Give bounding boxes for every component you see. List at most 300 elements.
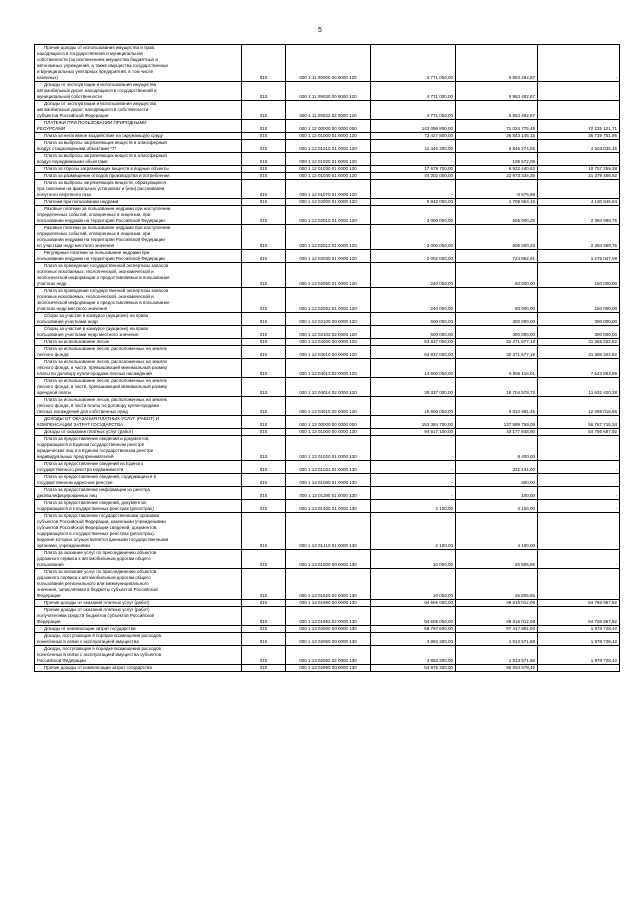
row-executed-amount: 300 000,00 <box>456 326 538 339</box>
row-name-line: ПЛАТЕЖИ ПРИ ПОЛЬЗОВАНИИ ПРИРОДНЫМИ <box>44 120 147 125</box>
table-row <box>35 313 620 326</box>
row-unexecuted-amount: 7 643 883,99 <box>538 359 620 378</box>
row-name-line: пользования участками недр <box>37 319 98 324</box>
row-name-line: Российской Федерации <box>37 658 86 663</box>
row-approved-amount: 94 617 100,00 <box>371 429 456 436</box>
row-name <box>35 199 242 206</box>
row-name-line: Федерации <box>37 593 61 598</box>
page-number: 5 <box>318 27 322 34</box>
row-unexecuted-amount: 21 379 456,92 <box>538 173 620 180</box>
row-approved-amount: 2 100,00 <box>371 513 456 550</box>
row-name-line: получателями средств бюджетов субъектов Российской <box>37 613 155 618</box>
row-name-line: содержащихся в государственных реестрах (регистрах) <box>37 506 154 511</box>
row-approved-amount: 18 900 000,00 <box>371 397 456 416</box>
table-row <box>35 199 620 206</box>
row-approved-amount: 4 771 000,00 <box>371 101 456 120</box>
table-row <box>35 600 620 607</box>
row-approved-amount: 240 000,00 <box>371 263 456 288</box>
row-name-line: Плата за сбросы загрязняющих веществ в водные объекты <box>44 166 169 171</box>
row-budget-code: 000 1 13 01410 01 0000 130 <box>286 513 371 550</box>
row-unexecuted-amount: - <box>538 569 620 600</box>
row-name-line: Плата за предоставление сведений и документов, <box>44 436 150 441</box>
row-approved-amount: 94 605 000,00 <box>371 607 456 626</box>
row-approved-amount: 600 000,00 <box>371 313 456 326</box>
row-approved-amount: 3 000 000,00 <box>371 206 456 225</box>
row-executed-amount: 32 471 677,18 <box>456 346 538 359</box>
row-name-line: участках недр <box>37 281 67 286</box>
row-name-line: попутного нефтяного газа <box>37 192 91 197</box>
row-name <box>35 397 242 416</box>
row-name-line: находящихся в государственной и муниципальной <box>37 51 143 56</box>
row-line-code: 010 <box>242 665 286 672</box>
row-name-line: лесного фонда, в части, превышающей минимальный размер <box>37 365 168 370</box>
row-budget-code: 000 1 13 01990 00 0000 130 <box>286 600 371 607</box>
row-executed-amount: 300 000,00 <box>456 313 538 326</box>
row-executed-amount: 137 599 759,09 <box>456 416 538 429</box>
row-name-line: по участкам недр местного значения <box>37 243 115 248</box>
row-line-code: 010 <box>242 461 286 474</box>
row-name <box>35 513 242 550</box>
row-line-code: 010 <box>242 436 286 461</box>
row-name-line: Прочие доходы от оказания платных услуг (работ) <box>44 600 150 605</box>
row-name-line: Доходы от оказания платных услуг (работ) <box>44 429 134 434</box>
row-approved-amount: 2 100,00 <box>371 500 456 513</box>
row-unexecuted-amount: 4 603 035,45 <box>538 140 620 153</box>
row-name <box>35 173 242 180</box>
row-name-line: Плата за использование лесов, расположенных на землях <box>44 378 167 383</box>
row-name-line: пользовании недрами на территории Российской Федерации <box>37 256 165 261</box>
row-unexecuted-amount: 56 767 715,34 <box>538 416 620 429</box>
row-unexecuted-amount: 54 788 987,92 <box>538 607 620 626</box>
row-line-code: 010 <box>242 626 286 633</box>
row-executed-amount: 39 816 012,08 <box>456 600 538 607</box>
row-name-line: Плата за проведение государственной экспертизы запасов <box>44 263 169 268</box>
row-executed-amount: 1 913 571,58 <box>456 633 538 646</box>
row-approved-amount: 73 427 800,00 <box>371 133 456 140</box>
row-budget-code: 000 1 12 01040 01 0000 120 <box>286 173 371 180</box>
row-name <box>35 101 242 120</box>
row-name-line: пользования <box>37 562 64 567</box>
table-row <box>35 225 620 250</box>
row-line-code: 010 <box>242 500 286 513</box>
row-approved-amount: - <box>371 461 456 474</box>
table-row <box>35 359 620 378</box>
row-name <box>35 626 242 633</box>
table-row <box>35 120 620 133</box>
row-name <box>35 153 242 166</box>
row-approved-amount: 94 605 000,00 <box>371 600 456 607</box>
row-unexecuted-amount: 11 632 420,28 <box>538 378 620 397</box>
row-unexecuted-amount: - <box>538 101 620 120</box>
row-name <box>35 133 242 140</box>
row-unexecuted-amount: - <box>538 513 620 550</box>
row-approved-amount: - <box>371 436 456 461</box>
row-name <box>35 550 242 569</box>
table-row <box>35 206 620 225</box>
row-name-line: значения, зачисляемая в бюджеты субъектов Российской <box>37 587 158 592</box>
row-unexecuted-amount: - <box>538 461 620 474</box>
row-unexecuted-amount: 54 788 987,92 <box>538 600 620 607</box>
row-name-line: ДОХОДЫ ОТ ОКАЗАНИЯ ПЛАТНЫХ УСЛУГ (РАБОТ) И <box>44 416 160 421</box>
table-row <box>35 646 620 665</box>
row-approved-amount: 11 446 300,00 <box>371 140 456 153</box>
row-name <box>35 500 242 513</box>
row-budget-code: 000 1 12 04013 02 0000 120 <box>286 359 371 378</box>
row-name <box>35 474 242 487</box>
row-name-line: субъектов Российской Федерации <box>37 113 109 118</box>
row-name-line: автомобильных дорог, находящихся в собственности <box>37 107 149 112</box>
row-name-line: Плата за предоставление сведений, документов, <box>44 500 147 505</box>
row-budget-code: 000 1 12 00000 00 0000 000 <box>286 120 371 133</box>
row-executed-amount: 6 956 116,01 <box>456 359 538 378</box>
row-name-line: дорожного сервиса к автомобильным дорогам общего <box>37 575 151 580</box>
row-budget-code: 000 1 12 02010 01 0000 120 <box>286 206 371 225</box>
row-unexecuted-amount: - <box>538 153 620 166</box>
table-row <box>35 173 620 180</box>
row-executed-amount: 6 810 981,45 <box>456 397 538 416</box>
row-line-code: 010 <box>242 416 286 429</box>
row-budget-code: 000 1 12 01020 01 0000 120 <box>286 153 371 166</box>
row-line-code: 010 <box>242 569 286 600</box>
row-name-line: автономных учреждений, а также имущества государственных <box>37 63 169 68</box>
row-name <box>35 646 242 665</box>
table-row <box>35 436 620 461</box>
row-name-line: платы по договору купли-продажи лесных насаждений <box>37 371 152 376</box>
row-name <box>35 359 242 378</box>
row-unexecuted-amount: - <box>538 665 620 672</box>
row-name-line: экологической информации о предоставляемых в пользование <box>37 300 170 305</box>
row-budget-code: 000 1 13 01000 00 0000 130 <box>286 429 371 436</box>
row-name-line: Плата за использование лесов, расположенных на землях <box>44 359 167 364</box>
row-approved-amount: 30 337 000,00 <box>371 378 456 397</box>
row-name-line: Плата за негативное воздействие на окружающую среду <box>44 133 163 138</box>
row-unexecuted-amount: 160 000,00 <box>538 263 620 288</box>
row-budget-code: 000 1 13 01520 02 0000 130 <box>286 569 371 600</box>
table-row <box>35 339 620 346</box>
revenue-table <box>34 44 620 672</box>
row-name-line: Плата за предоставление сведений из Единого <box>44 461 144 466</box>
table-row <box>35 166 620 173</box>
row-name <box>35 288 242 313</box>
table-row <box>35 550 620 569</box>
row-budget-code: 000 1 13 01031 01 0000 130 <box>286 461 371 474</box>
row-budget-code: 000 1 12 01000 01 0000 120 <box>286 133 371 140</box>
row-name <box>35 487 242 500</box>
row-name-line: воздух стационарными объектами *7* <box>37 146 117 151</box>
row-unexecuted-amount: - <box>538 487 620 500</box>
row-name-line: Плата за выбросы загрязняющих веществ в атмосферный <box>44 153 167 158</box>
row-name-line: дорожного сервиса к автомобильным дорогам общего <box>37 556 151 561</box>
row-name-line: при сжигании на факельных установках и (или) рассеивании <box>37 186 165 191</box>
row-unexecuted-amount: 1 978 728,42 <box>538 626 620 633</box>
row-budget-code: 000 1 13 02062 02 0000 130 <box>286 646 371 665</box>
row-budget-code: 000 1 13 02990 00 0000 130 <box>286 665 371 672</box>
row-name-line: Прочие доходы от оказания платных услуг (работ) <box>44 607 150 612</box>
row-unexecuted-amount: 4 130 046,84 <box>538 199 620 206</box>
row-name <box>35 313 242 326</box>
row-name-line: Разовые платежи за пользование недрами при наступлении <box>44 225 171 230</box>
row-line-code: 010 <box>242 474 286 487</box>
row-name-line: органами, учреждениями <box>37 543 90 548</box>
row-approved-amount: 3 892 300,00 <box>371 633 456 646</box>
row-name <box>35 225 242 250</box>
row-name-line: Плата за использование лесов <box>44 339 109 344</box>
row-name <box>35 120 242 133</box>
row-name-line: воздух передвижными объектами <box>37 159 108 164</box>
row-executed-amount: 26 805,86 <box>456 550 538 569</box>
row-name-line: Плата за оказание услуг по присоединению объектов <box>44 569 157 574</box>
row-name-line: КОМПЕНСАЦИИ ЗАТРАТ ГОСУДАРСТВА <box>37 422 124 427</box>
row-line-code: 010 <box>242 288 286 313</box>
row-name-line: определенных событий, оговоренных в лицензии, при <box>37 212 151 217</box>
row-unexecuted-amount: 2 394 999,75 <box>538 206 620 225</box>
row-executed-amount: 40 177 848,90 <box>456 429 538 436</box>
row-budget-code: 000 1 12 04015 02 0000 120 <box>286 397 371 416</box>
row-budget-code: 000 1 13 02060 00 0000 130 <box>286 633 371 646</box>
row-budget-code: 000 1 13 01190 01 0000 130 <box>286 487 371 500</box>
table-row <box>35 133 620 140</box>
row-name-line: казенных) <box>37 75 58 80</box>
row-name-line: Сборы за участие в конкурсе (аукционе) на право <box>44 326 149 331</box>
row-name-line: Доходы от эксплуатации и использования имущества <box>44 82 157 87</box>
row-name-line: Плата за размещение отходов производства и потребления <box>44 173 170 178</box>
row-approved-amount: 600 000,00 <box>371 326 456 339</box>
table-row <box>35 607 620 626</box>
row-line-code: 010 <box>242 487 286 500</box>
row-executed-amount: 605 000,25 <box>456 225 538 250</box>
row-name <box>35 633 242 646</box>
row-name-line: содержащихся в государственных реестрах (регистрах), <box>37 531 156 536</box>
row-unexecuted-amount: 35 739 751,95 <box>538 133 620 140</box>
table-row <box>35 153 620 166</box>
table-row <box>35 513 620 550</box>
row-budget-code: 000 1 13 01020 01 0000 130 <box>286 436 371 461</box>
row-executed-amount: 71 024 775,49 <box>456 120 538 133</box>
table-row <box>35 461 620 474</box>
row-name-line: Федерации <box>37 619 61 624</box>
row-line-code: 010 <box>242 101 286 120</box>
row-name-line: Доходы от компенсации затрат государства <box>44 626 136 631</box>
row-line-code: 010 <box>242 173 286 180</box>
row-budget-code: 000 1 12 04000 00 0000 120 <box>286 339 371 346</box>
table-row <box>35 397 620 416</box>
row-approved-amount: - <box>371 474 456 487</box>
row-name-line: государственного реестра недвижимости <box>37 467 124 472</box>
row-name-line: Плата за предоставление информации из реестра <box>44 487 151 492</box>
row-executed-amount: 97 417 951,03 <box>456 626 538 633</box>
table-row <box>35 326 620 339</box>
row-name-line: понесенных в связи с эксплуатацией имущества <box>37 639 139 644</box>
row-name <box>35 263 242 288</box>
row-name-line: лесного фонда <box>37 352 69 357</box>
row-line-code: 010 <box>242 199 286 206</box>
row-budget-code: 000 1 11 09032 02 0000 120 <box>286 101 371 120</box>
row-name-line: Плата за выбросы загрязняющих веществ, образующихся <box>44 180 166 185</box>
row-line-code: 010 <box>242 378 286 397</box>
row-line-code: 010 <box>242 166 286 173</box>
row-name-line: дисквалифицированных лиц <box>37 493 97 498</box>
row-unexecuted-amount: 72 235 121,71 <box>538 120 620 133</box>
row-name-line: определенных событий, оговоренных в лицензии, при <box>37 231 151 236</box>
row-line-code: 010 <box>242 633 286 646</box>
row-executed-amount: 100,00 <box>456 487 538 500</box>
row-line-code: 010 <box>242 326 286 339</box>
row-budget-code: 000 1 12 01070 01 0000 120 <box>286 180 371 199</box>
row-executed-amount: 5 953 492,87 <box>456 45 538 82</box>
row-budget-code: 000 1 13 00000 00 0000 000 <box>286 416 371 429</box>
row-name <box>35 569 242 600</box>
table-row <box>35 288 620 313</box>
row-budget-code: 000 1 12 01030 01 0000 120 <box>286 166 371 173</box>
row-line-code: 010 <box>242 339 286 346</box>
row-name-line: и муниципальных унитарных предприятий, в том числе <box>37 69 154 74</box>
row-name-line: Доходы от эксплуатации и использования имущества <box>44 101 157 106</box>
row-name-line: Доходы, поступающие в порядке возмещения расходов, <box>44 646 163 651</box>
revenue-table-body <box>35 45 620 672</box>
row-approved-amount: 63 837 000,00 <box>371 339 456 346</box>
row-budget-code: 000 1 13 01080 01 0000 130 <box>286 474 371 487</box>
table-row <box>35 429 620 436</box>
row-budget-code: 000 1 13 01992 02 0000 130 <box>286 607 371 626</box>
row-executed-amount: 109 572,08 <box>456 153 538 166</box>
row-name-line: полезных ископаемых, геологической, экономической и <box>37 269 154 274</box>
row-name-line: экологической информации о предоставляемых в пользование <box>37 275 170 280</box>
row-name-line: Плата за предоставление государственными органами <box>44 513 160 518</box>
row-unexecuted-amount: 1 978 728,42 <box>538 646 620 665</box>
row-approved-amount: 44 302 000,00 <box>371 173 456 180</box>
row-line-code: 010 <box>242 359 286 378</box>
row-name <box>35 206 242 225</box>
row-approved-amount: 17 679 700,00 <box>371 166 456 173</box>
row-name <box>35 346 242 359</box>
row-approved-amount: 10 000,00 <box>371 550 456 569</box>
table-row <box>35 665 620 672</box>
row-name-line: индивидуальных предпринимателей <box>37 454 114 459</box>
row-approved-amount: 4 771 000,00 <box>371 82 456 101</box>
row-line-code: 010 <box>242 45 286 82</box>
row-approved-amount: 240 000,00 <box>371 288 456 313</box>
row-executed-amount: 8 400,00 <box>456 436 538 461</box>
row-executed-amount: 26 805,86 <box>456 569 538 600</box>
row-budget-code: 000 1 13 02000 00 0000 130 <box>286 626 371 633</box>
row-approved-amount: 5 842 000,00 <box>371 199 456 206</box>
table-row <box>35 140 620 153</box>
row-line-code: 010 <box>242 646 286 665</box>
row-unexecuted-amount: - <box>538 45 620 82</box>
row-approved-amount: 10 000,00 <box>371 569 456 600</box>
row-line-code: 010 <box>242 263 286 288</box>
row-line-code: 010 <box>242 429 286 436</box>
row-name-line: Плата за оказание услуг по присоединению объектов <box>44 550 157 555</box>
row-approved-amount: 153 384 700,00 <box>371 416 456 429</box>
row-unexecuted-amount: 1 275 047,09 <box>538 250 620 263</box>
row-executed-amount: -8 575,88 <box>456 180 538 199</box>
row-budget-code: 000 1 11 09000 00 0000 120 <box>286 45 371 82</box>
row-executed-amount: 36 843 145,15 <box>456 133 538 140</box>
row-line-code: 010 <box>242 140 286 153</box>
table-row <box>35 263 620 288</box>
row-budget-code: 000 1 11 09030 00 0000 120 <box>286 82 371 101</box>
row-name <box>35 326 242 339</box>
row-name <box>35 339 242 346</box>
row-name-line: полезных ископаемых, геологической, экономической и <box>37 294 154 299</box>
row-line-code: 010 <box>242 346 286 359</box>
row-name-line: пользовании недрами на территории Российской Федерации <box>37 237 165 242</box>
row-approved-amount: 3 892 300,00 <box>371 646 456 665</box>
row-name <box>35 665 242 672</box>
row-name-line: Прочие доходы от использования имущества и прав, <box>44 45 156 50</box>
row-approved-amount: 54 875 300,00 <box>371 665 456 672</box>
row-budget-code: 000 1 12 02012 01 0000 120 <box>286 225 371 250</box>
row-name-line: пользования участками недр местного значения <box>37 332 139 337</box>
table-row <box>35 378 620 397</box>
row-unexecuted-amount: - <box>538 474 620 487</box>
row-executed-amount: 322 131,00 <box>456 461 538 474</box>
row-line-code: 010 <box>242 153 286 166</box>
row-budget-code: 000 1 12 02030 01 0000 120 <box>286 250 371 263</box>
row-executed-amount: 5 953 492,87 <box>456 82 538 101</box>
row-executed-amount: 95 504 379,45 <box>456 665 538 672</box>
row-executed-amount: 605 000,25 <box>456 206 538 225</box>
row-name <box>35 45 242 82</box>
table-row <box>35 101 620 120</box>
row-name-line: лесного фонда, в части платы по договору купли-продажи <box>37 403 160 408</box>
row-line-code: 010 <box>242 397 286 416</box>
row-name-line: Плата за выбросы загрязняющих веществ в атмосферный <box>44 140 167 145</box>
table-row <box>35 416 620 429</box>
row-name <box>35 180 242 199</box>
row-name-line: Разовые платежи за пользование недрами при наступлении <box>44 206 171 211</box>
row-name-line: государственном адресном реестре <box>37 480 113 485</box>
row-name <box>35 378 242 397</box>
row-budget-code: 000 1 13 01400 01 0000 130 <box>286 500 371 513</box>
row-unexecuted-amount: - <box>538 550 620 569</box>
row-line-code: 010 <box>242 82 286 101</box>
table-row <box>35 569 620 600</box>
row-name <box>35 166 242 173</box>
row-name-line: Сборы за участие в конкурсе (аукционе) на право <box>44 313 149 318</box>
row-name-line: Прочие доходы от компенсации затрат государства <box>44 665 152 670</box>
row-name-line: автомобильных дорог, находящихся в государственной и <box>37 88 157 93</box>
table-row <box>35 82 620 101</box>
row-name <box>35 607 242 626</box>
table-row <box>35 626 620 633</box>
row-name-line: муниципальной собственности <box>37 94 102 99</box>
row-name-line: Плата за использование лесов, расположенных на землях <box>44 397 167 402</box>
row-approved-amount: - <box>371 153 456 166</box>
row-name-line: содержащихся в Едином государственном реестре <box>37 442 145 447</box>
row-executed-amount: 80 000,00 <box>456 263 538 288</box>
row-approved-amount: - <box>371 180 456 199</box>
row-name <box>35 600 242 607</box>
row-budget-code: 000 1 13 01500 00 0000 130 <box>286 550 371 569</box>
row-name-line: Плата за предоставление сведений, содержащихся в <box>44 474 156 479</box>
row-budget-code: 000 1 12 01010 01 0000 120 <box>286 140 371 153</box>
row-unexecuted-amount: 31 365 322,82 <box>538 339 620 346</box>
row-name-line: пользовании недрами на территории Российской Федерации <box>37 218 165 223</box>
table-row <box>35 346 620 359</box>
row-name-line: пользования регионального или межмуниципального <box>37 581 149 586</box>
table-row <box>35 180 620 199</box>
row-executed-amount: 4 100,00 <box>456 500 538 513</box>
row-executed-amount: 80 000,00 <box>456 288 538 313</box>
row-name-line: Плата за проведение государственной экспертизы запасов <box>44 288 169 293</box>
row-executed-amount: 1 709 953,15 <box>456 199 538 206</box>
row-budget-code: 000 1 12 02100 00 0000 120 <box>286 313 371 326</box>
row-line-code: 010 <box>242 313 286 326</box>
row-unexecuted-amount: 54 766 667,92 <box>538 429 620 436</box>
row-name <box>35 429 242 436</box>
